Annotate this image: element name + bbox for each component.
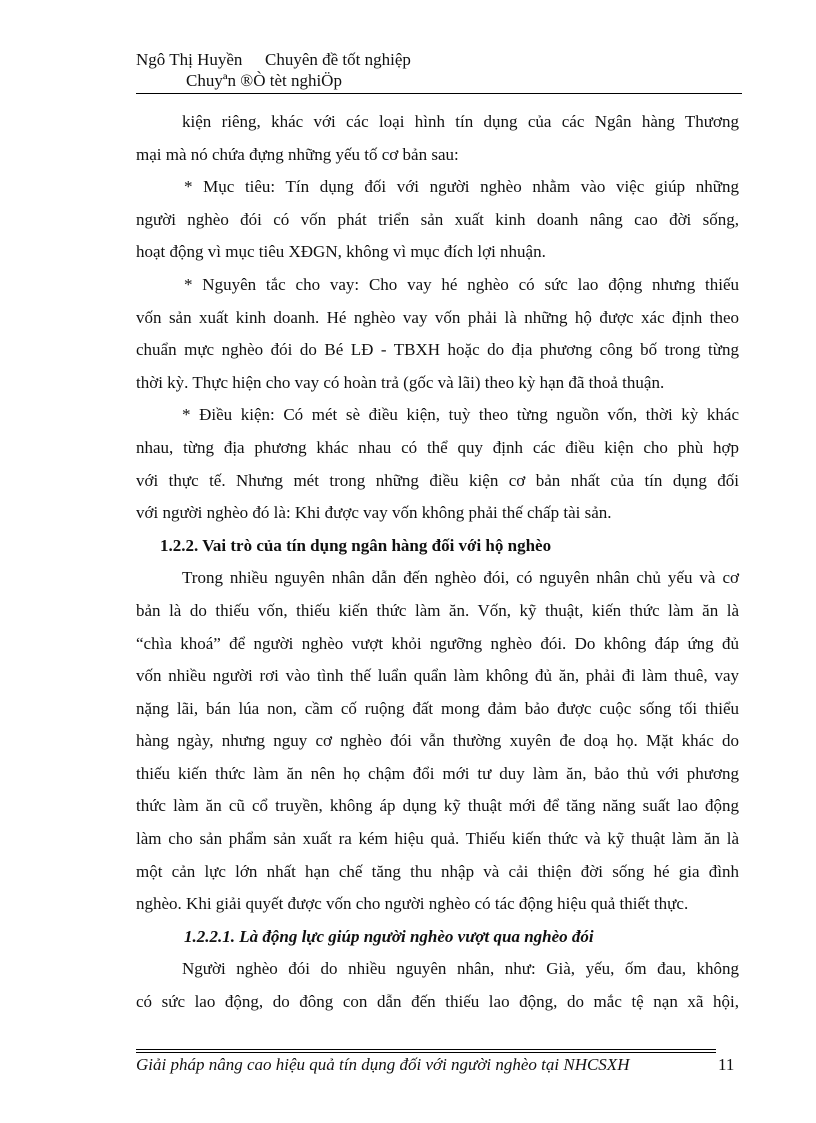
text-line: “chìa khoá” để người nghèo vượt khỏi ngưỡng nghèo đói. Do không đáp ứng đủ	[136, 633, 739, 653]
page-number: 11	[718, 1055, 735, 1074]
text-line: Người nghèo đói do nhiều nguyên nhân, như: Già, yếu, ốm đau, không	[182, 959, 739, 979]
text-line: với người nghèo đó là: Khi được vay vốn không phải thế chấp tài sản.	[136, 503, 612, 523]
text-line: thiếu kiến thức làm ăn nên họ chậm đổi mới tư duy làm ăn, bảo thủ với phương	[136, 763, 739, 783]
header-topic: Chuyên đề tốt nghiệp	[265, 50, 411, 69]
text-line: nhau, từng địa phương khác nhau có thể quy định các điều kiện cho phù hợp	[136, 437, 739, 457]
text-line: Trong nhiều nguyên nhân dẫn đến nghèo đói, có nguyên nhân chủ yếu và cơ	[182, 568, 739, 588]
text-line: một cản lực lớn nhất hạn chế tăng thu nhập và cải thiện đời sống hé gia đình	[136, 861, 739, 881]
header-rule	[136, 93, 742, 94]
text-line: * Mục tiêu: Tín dụng đối với người nghèo nhằm vào việc giúp những	[184, 177, 739, 197]
text-line: mại mà nó chứa đựng những yếu tố cơ bản sau:	[136, 144, 459, 164]
text-line: hàng ngày, nhưng nguy cơ nghèo đói vẫn thường xuyên đe doạ họ. Mặt khác do	[136, 731, 739, 751]
text-line: thời kỳ. Thực hiện cho vay có hoàn trả (gốc và lãi) theo kỳ hạn đã thoả thuận.	[136, 372, 665, 392]
footer-rule-top	[136, 1049, 716, 1050]
text-line: vốn nhiều người rơi vào tình thế luẩn quẩn làm không đủ ăn, phải đi làm thuê, vay	[136, 666, 739, 686]
subsection-heading: 1.2.2.1. Là động lực giúp người nghèo vượt qua nghèo đói	[184, 926, 594, 946]
header-author: Ngô Thị Huyền	[136, 50, 243, 69]
document-body	[136, 106, 739, 1019]
footer-title: Giải pháp nâng cao hiệu quả tín dụng đối với người nghèo tại NHCSXH	[136, 1055, 630, 1074]
text-line: làm cho sản phẩm sản xuất ra kém hiệu quả. Thiếu kiến thức và kỹ thuật làm ăn là	[136, 829, 739, 849]
text-line: chuẩn mực nghèo đói do Bé LĐ - TBXH hoặc do địa phương công bố trong từng	[136, 340, 739, 360]
text-line: vốn sản xuất kinh doanh. Hé nghèo vay vốn phải là những hộ được xác định theo	[136, 307, 739, 327]
text-line: bản là do thiếu vốn, thiếu kiến thức làm ăn. Vốn, kỹ thuật, kiến thức làm ăn là	[136, 600, 739, 620]
text-line: với thực tế. Nhưng mét trong những điều kiện cơ bản nhất của tín dụng đối	[136, 470, 739, 490]
text-line: người nghèo đói có vốn phát triển sản xuất kinh doanh nâng cao đời sống,	[136, 209, 739, 229]
text-line: thức làm ăn cũ cổ truyền, không áp dụng kỹ thuật mới để tăng năng suất lao động	[136, 796, 739, 816]
text-line: * Nguyên tắc cho vay: Cho vay hé nghèo có sức lao động nhưng thiếu	[184, 274, 739, 294]
header-topic-garbled: Chuyªn ®Ò tèt nghiÖp	[186, 71, 342, 90]
text-line: * Điều kiện: Có mét sè điều kiện, tuỳ theo từng nguồn vốn, thời kỳ khác	[182, 405, 739, 425]
section-heading: 1.2.2. Vai trò của tín dụng ngân hàng đối với hộ nghèo	[160, 535, 552, 555]
text-line: kiện riêng, khác với các loại hình tín dụng của các Ngân hàng Thương	[182, 112, 739, 131]
footer-rule-bottom	[136, 1052, 716, 1053]
text-line: nặng lãi, bán lúa non, cầm cố ruộng đất mong đảm bảo được cuộc sống tối thiểu	[136, 698, 739, 718]
text-line: nghèo. Khi giải quyết được vốn cho người nghèo có tác động hiệu quả thiết thực.	[136, 894, 689, 914]
text-line: hoạt động vì mục tiêu XĐGN, không vì mục đích lợi nhuận.	[136, 242, 546, 262]
text-line: có sức lao động, do đông con dẫn đến thiếu lao động, do mắc tệ nạn xã hội,	[136, 992, 739, 1012]
